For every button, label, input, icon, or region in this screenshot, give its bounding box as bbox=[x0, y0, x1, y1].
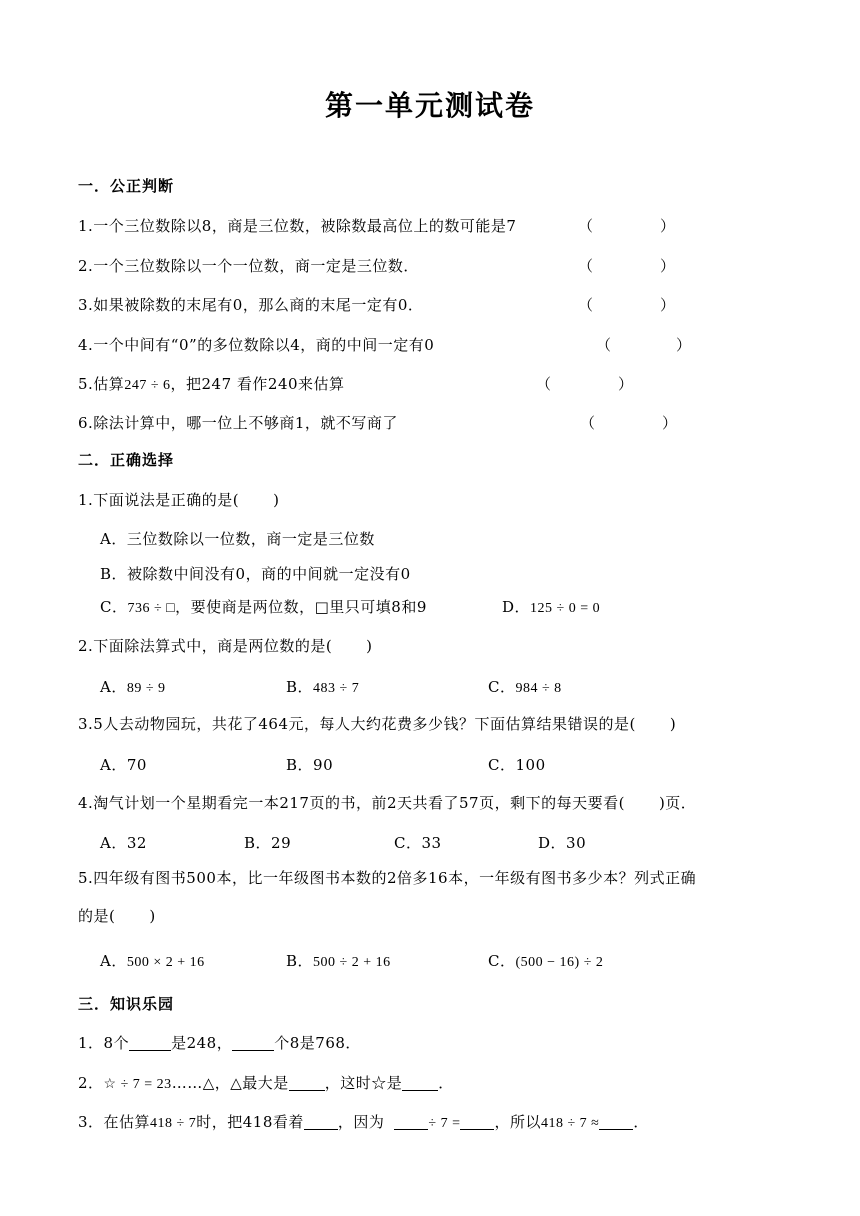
choice-q5-stem-line2-text: 的是( bbox=[78, 907, 116, 925]
judge-paren-open-5: （ bbox=[536, 375, 552, 393]
judge-item-5 bbox=[78, 374, 345, 396]
choice-q4-option-a: A．32 bbox=[100, 834, 147, 852]
judge-item-5-rest: ，把247 看作240来估算 bbox=[170, 375, 345, 393]
choice-q4-option-b: B．29 bbox=[244, 834, 292, 852]
choice-q3-option-b: B．90 bbox=[286, 756, 334, 774]
judge-item-2: 2.一个三位数除以一个一位数，商一定是三位数． bbox=[78, 257, 419, 275]
choice-q1-option-d bbox=[502, 597, 600, 619]
choice-q5-stem-line1: 5.四年级有图书500本，比一年级图书本数的2倍多16本，一年级有图书多少本？列式正确 bbox=[78, 869, 697, 887]
fill-q3-expr1: 418 ÷ 7 bbox=[150, 1116, 197, 1131]
choice-q5-option-b-label: B． bbox=[286, 952, 314, 970]
choice-q5-option-c-label: C． bbox=[488, 952, 516, 970]
choice-q5-option-a-expr: 500 × 2 + 16 bbox=[126, 955, 205, 970]
choice-q5-option-b-expr: 500 ÷ 2 + 16 bbox=[313, 955, 391, 970]
judge-paren-close-5: ） bbox=[618, 375, 634, 393]
judge-item-3: 3.如果被除数的末尾有0，那么商的末尾一定有0． bbox=[78, 296, 424, 314]
fill-q2-part4: ． bbox=[438, 1074, 454, 1092]
fill-blank-8[interactable] bbox=[599, 1113, 633, 1130]
choice-q5-option-a bbox=[100, 951, 205, 973]
choice-q2-stem bbox=[78, 636, 373, 656]
choice-q4-stem bbox=[78, 793, 696, 813]
fill-q3-expr2: ÷ 7 = bbox=[428, 1116, 461, 1131]
choice-q4-close: )页． bbox=[658, 794, 697, 812]
choice-q5-option-b bbox=[286, 951, 391, 973]
judge-paren-close-2: ） bbox=[660, 257, 676, 275]
fill-blank-1[interactable] bbox=[129, 1034, 171, 1051]
choice-q1-option-a: A．三位数除以一位数，商一定是三位数 bbox=[100, 530, 375, 548]
page-title: 第一单元测试卷 bbox=[324, 89, 535, 122]
fill-q3 bbox=[78, 1112, 649, 1134]
judge-paren-open-2: （ bbox=[578, 257, 594, 275]
choice-q1-option-d-label: D． bbox=[502, 598, 531, 616]
choice-q4-stem-text: 4.淘气计划一个星期看完一本217页的书，前2天共看了57页，剩下的每天要看( bbox=[78, 794, 625, 812]
choice-q1-option-c-expr: 736 ÷ □ bbox=[127, 601, 176, 616]
fill-q3-part3: ，因为 bbox=[337, 1113, 385, 1131]
fill-blank-5[interactable] bbox=[304, 1113, 338, 1130]
fill-q1-part3: 个8是768． bbox=[274, 1034, 361, 1052]
fill-q3-part1: 3．在估算 bbox=[78, 1113, 151, 1131]
choice-q1-close: ) bbox=[273, 491, 280, 509]
fill-q2-part3: ，这时☆是 bbox=[324, 1074, 403, 1092]
section3-heading: 三．知识乐园 bbox=[78, 995, 175, 1013]
choice-q3-stem-text: 3.5人去动物园玩，共花了464元，每人大约花费多少钱？下面估算结果错误的是( bbox=[78, 715, 636, 733]
judge-item-5-label: 5.估算 bbox=[78, 375, 125, 393]
fill-q2-part2: ……△，△最大是 bbox=[171, 1074, 289, 1092]
fill-q2-expr: ☆ ÷ 7 = 23 bbox=[103, 1077, 172, 1092]
choice-q3-option-a: A．70 bbox=[100, 756, 147, 774]
judge-item-6: 6.除法计算中，哪一位上不够商1，就不写商了 bbox=[78, 414, 398, 432]
choice-q3-option-c: C．100 bbox=[488, 756, 546, 774]
choice-q1-option-d-expr: 125 ÷ 0 = 0 bbox=[530, 601, 601, 616]
fill-blank-2[interactable] bbox=[232, 1034, 274, 1051]
choice-q1-option-c-label: C． bbox=[100, 598, 128, 616]
judge-paren-close-4: ） bbox=[676, 336, 692, 354]
judge-paren-open-6: （ bbox=[580, 414, 596, 432]
fill-blank-3[interactable] bbox=[289, 1074, 325, 1091]
choice-q2-option-a-expr: 89 ÷ 9 bbox=[126, 681, 166, 696]
choice-q1-option-c bbox=[100, 597, 427, 619]
choice-q2-option-c bbox=[488, 677, 562, 699]
fill-q1-part2: 是248， bbox=[171, 1034, 233, 1052]
choice-q1-stem-text: 1.下面说法是正确的是( bbox=[78, 491, 240, 509]
choice-q2-option-a-label: A． bbox=[100, 678, 127, 696]
choice-q3-stem bbox=[78, 714, 676, 734]
choice-q1-option-c-rest: ，要使商是两位数，□里只可填8和9 bbox=[175, 598, 427, 616]
section1-heading: 一．公正判断 bbox=[78, 177, 175, 195]
fill-blank-6[interactable] bbox=[394, 1113, 428, 1130]
choice-q2-option-c-label: C． bbox=[488, 678, 516, 696]
fill-q2 bbox=[78, 1073, 454, 1095]
choice-q5-option-c bbox=[488, 951, 603, 973]
fill-q3-expr3: 418 ÷ 7 ≈ bbox=[541, 1116, 600, 1131]
choice-q2-option-b-label: B． bbox=[286, 678, 314, 696]
choice-q3-close: ) bbox=[669, 715, 677, 733]
choice-q4-option-c: C．33 bbox=[394, 834, 442, 852]
judge-item-5-expr: 247 ÷ 6 bbox=[124, 378, 171, 393]
choice-q2-option-c-expr: 984 ÷ 8 bbox=[515, 681, 562, 696]
judge-paren-open-3: （ bbox=[578, 296, 594, 314]
choice-q2-close: ) bbox=[366, 637, 373, 655]
choice-q1-option-b: B．被除数中间没有0，商的中间就一定没有0 bbox=[100, 565, 411, 583]
fill-q2-part1: 2． bbox=[78, 1074, 104, 1092]
choice-q4-option-d: D．30 bbox=[538, 834, 587, 852]
choice-q5-stem-line2 bbox=[78, 906, 156, 926]
choice-q1-stem bbox=[78, 490, 280, 510]
fill-q3-part2: 时，把418看着 bbox=[196, 1113, 304, 1131]
choice-q5-option-c-expr: (500 − 16) ÷ 2 bbox=[515, 955, 604, 970]
fill-q3-part5: ． bbox=[633, 1113, 649, 1131]
fill-blank-7[interactable] bbox=[460, 1113, 494, 1130]
judge-item-4: 4.一个中间有“0”的多位数除以4，商的中间一定有0 bbox=[78, 336, 435, 354]
fill-q3-part4: ，所以 bbox=[494, 1113, 541, 1131]
fill-q1 bbox=[78, 1033, 361, 1053]
choice-q2-stem-text: 2.下面除法算式中，商是两位数的是( bbox=[78, 637, 333, 655]
judge-paren-open-1: （ bbox=[578, 217, 594, 235]
choice-q2-option-a bbox=[100, 677, 166, 699]
choice-q5-close: ) bbox=[149, 907, 156, 925]
fill-q1-part1: 1．8个 bbox=[78, 1034, 130, 1052]
judge-paren-close-6: ） bbox=[662, 414, 678, 432]
fill-blank-4[interactable] bbox=[402, 1074, 438, 1091]
judge-paren-close-1: ） bbox=[660, 217, 676, 235]
choice-q2-option-b bbox=[286, 677, 359, 699]
choice-q2-option-b-expr: 483 ÷ 7 bbox=[313, 681, 360, 696]
judge-paren-open-4: （ bbox=[596, 336, 612, 354]
judge-paren-close-3: ） bbox=[660, 296, 676, 314]
judge-item-1: 1.一个三位数除以8，商是三位数，被除数最高位上的数可能是7 bbox=[78, 217, 517, 235]
section2-heading: 二．正确选择 bbox=[78, 451, 175, 469]
choice-q5-option-a-label: A． bbox=[100, 952, 127, 970]
